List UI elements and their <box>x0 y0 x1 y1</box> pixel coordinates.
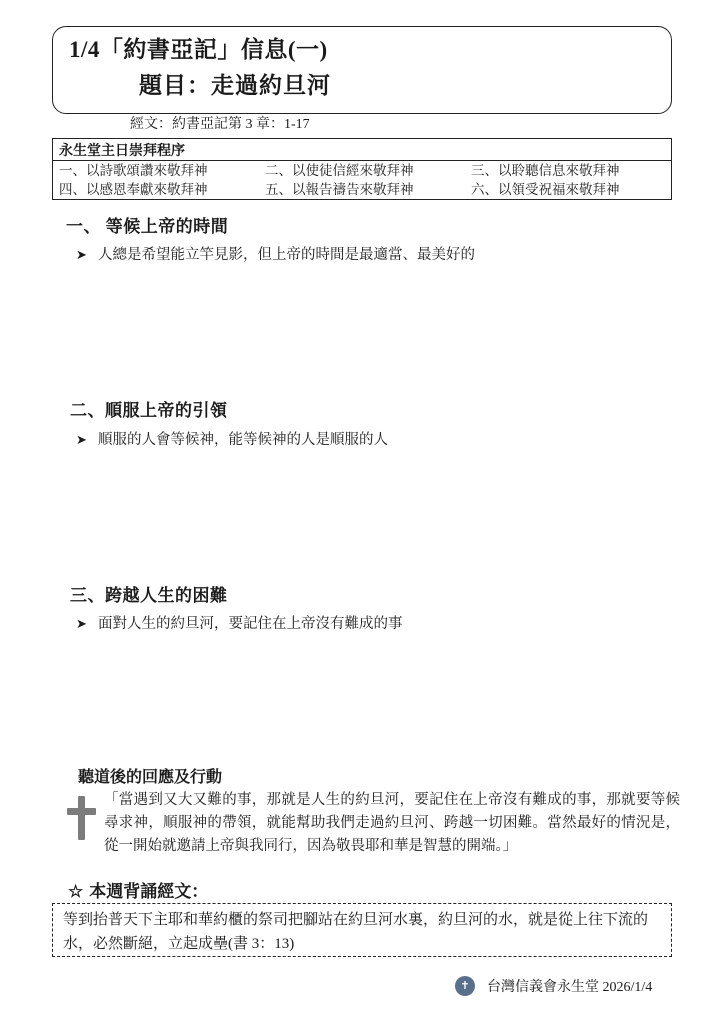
church-logo-icon: ✝ <box>455 976 475 996</box>
section-bullet-1 <box>76 243 475 264</box>
worship-order-header: 永生堂主日崇拜程序 <box>59 144 185 159</box>
worship-order-list <box>53 161 671 199</box>
arrow-bullet-icon: ➤ <box>76 247 87 262</box>
section-bullet-text-1: 人總是希望能立竿見影，但上帝的時間是最適當、最美好的 <box>98 247 475 263</box>
worship-order-item: 六、以領受祝福來敬拜神 <box>471 182 620 197</box>
memory-verse-box <box>52 903 672 957</box>
worship-order-item: 一、以詩歌頌讚來敬拜神 <box>59 163 208 178</box>
worship-order-item: 三、以聆聽信息來敬拜神 <box>471 163 620 178</box>
response-heading: 聽道後的回應及行動 <box>78 769 223 786</box>
memory-verse-text: 等到抬普天下主耶和華約櫃的祭司把腳站在約旦河水裏，約旦河的水，就是從上往下流的水，必然斷絕，立起成壘(書 3：13) <box>63 912 649 952</box>
section-heading-2: 二、順服上帝的引領 <box>70 401 228 420</box>
page-title-line1: 1/4「約書亞記」信息(一) <box>69 37 328 62</box>
worship-order-box <box>52 138 672 200</box>
memory-verse-heading-text: 本週背誦經文： <box>89 882 209 901</box>
cross-icon <box>66 796 96 840</box>
memory-verse-heading <box>68 877 208 902</box>
scripture-reference: 經文：約書亞記第 3 章：1-17 <box>130 117 310 132</box>
section-bullet-2 <box>76 428 388 449</box>
section-bullet-3 <box>76 612 403 633</box>
footer-church-info: 台灣信義會永生堂 2026/1/4 <box>487 980 653 995</box>
star-icon: ☆ <box>68 882 84 901</box>
worship-order-item: 五、以報告禱告來敬拜神 <box>265 182 414 197</box>
section-heading-1: 一、 等候上帝的時間 <box>66 217 229 236</box>
section-bullet-text-3: 面對人生的約旦河，要記住在上帝沒有難成的事 <box>98 616 403 632</box>
worship-order-item: 四、以感恩奉獻來敬拜神 <box>59 182 208 197</box>
response-text: 「當遇到又大又難的事，那就是人生的約旦河，要記住在上帝沒有難成的事，那就要等候尋求神，順服神的帶領，就能幫助我們走過約旦河、跨越一切困難。當然最好的情況是，從一開始就邀請上帝與我同行，因為敬畏耶和華是智慧的開端。」 <box>104 792 680 854</box>
page-title-line2: 題目：走過約旦河 <box>139 73 331 98</box>
arrow-bullet-icon: ➤ <box>76 432 87 447</box>
section-bullet-text-2: 順服的人會等候神，能等候神的人是順服的人 <box>98 432 388 448</box>
arrow-bullet-icon: ➤ <box>76 616 87 631</box>
worship-order-item: 二、以使徒信經來敬拜神 <box>265 163 414 178</box>
title-box <box>52 26 672 114</box>
section-heading-3: 三、跨越人生的困難 <box>70 586 228 605</box>
